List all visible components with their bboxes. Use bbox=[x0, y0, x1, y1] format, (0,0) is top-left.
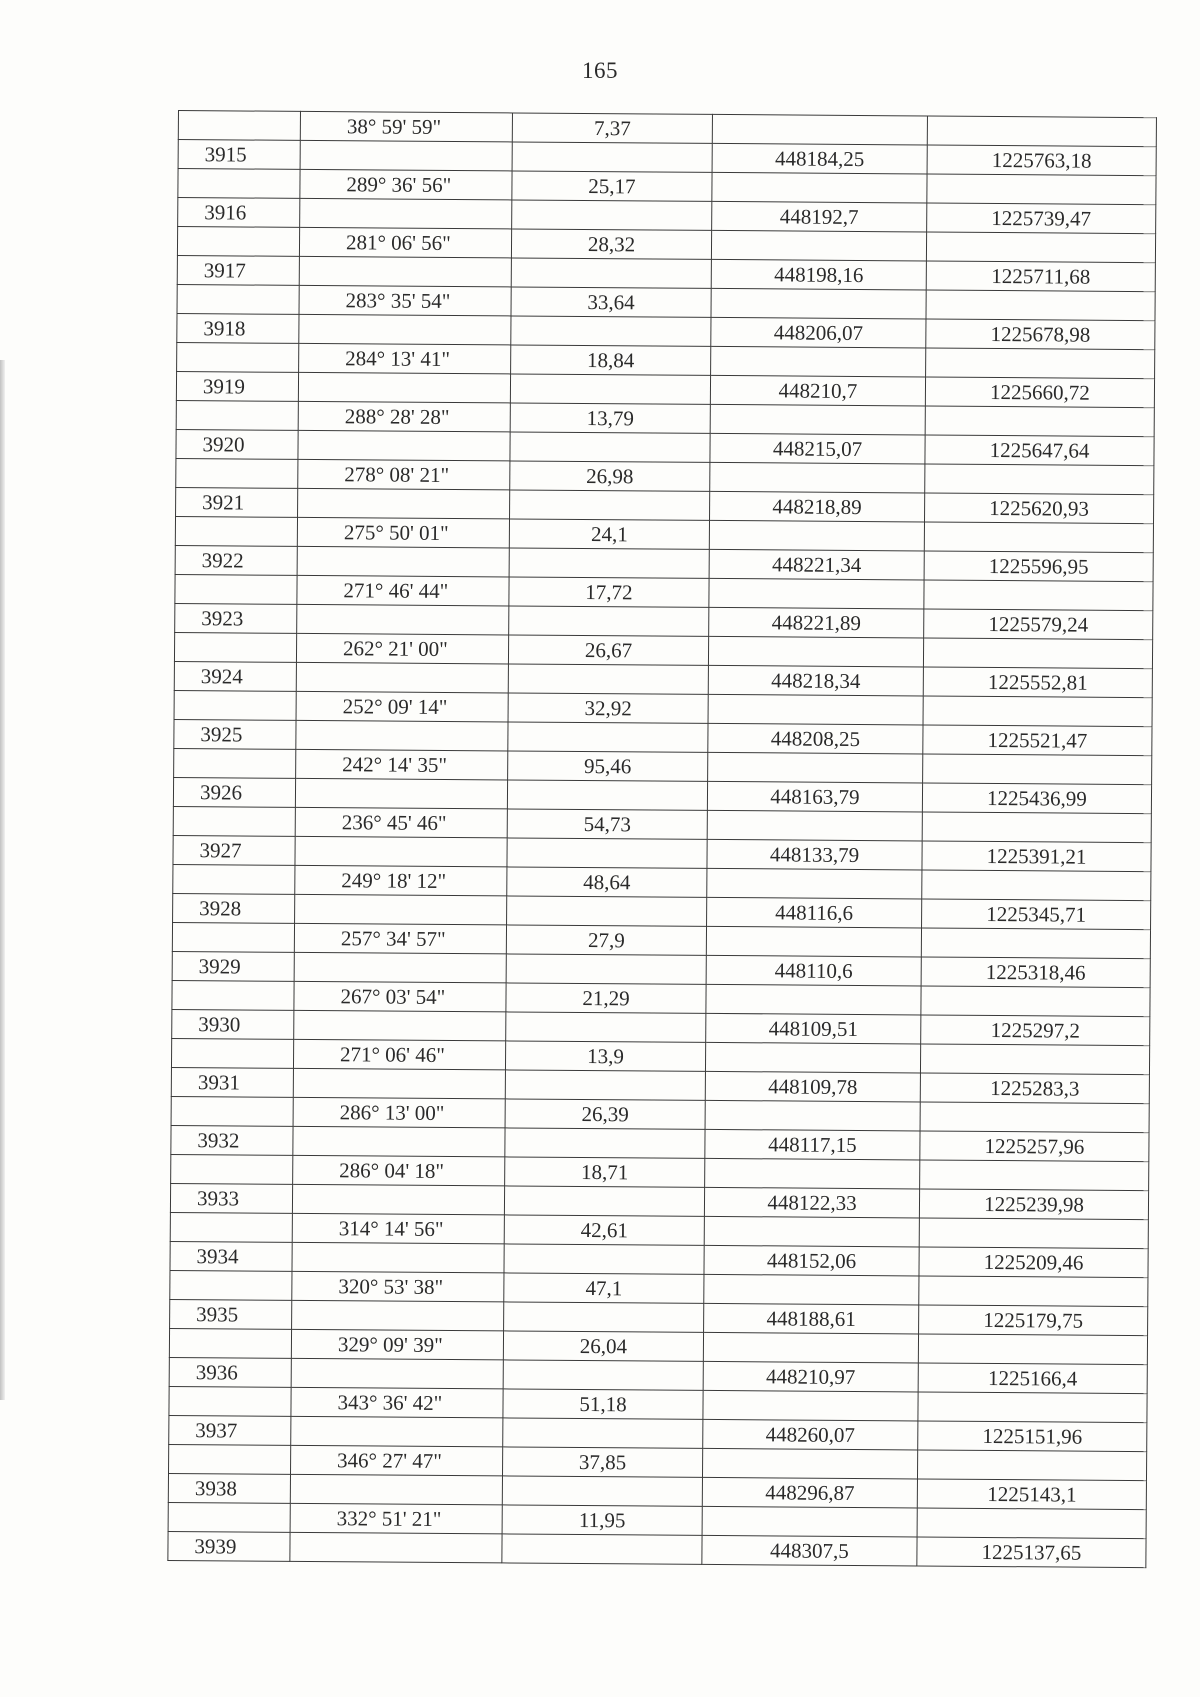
point-number-cell: 3938 bbox=[168, 1473, 290, 1503]
distance-cell: 7,37 bbox=[512, 113, 712, 143]
y-coordinate-cell bbox=[918, 1392, 1147, 1423]
bearing-angle-cell: 286° 13' 00" bbox=[293, 1097, 505, 1128]
point-number-cell: 3916 bbox=[178, 198, 300, 228]
bearing-angle-cell: 262° 21' 00" bbox=[296, 633, 508, 664]
y-coordinate-cell: 1225739,47 bbox=[927, 203, 1156, 234]
point-number-cell: 3922 bbox=[175, 545, 297, 575]
bearing-angle-cell: 329° 09' 39" bbox=[291, 1329, 503, 1360]
x-coordinate-cell bbox=[712, 172, 927, 203]
y-coordinate-cell bbox=[927, 116, 1156, 147]
point-number-cell bbox=[171, 1096, 293, 1126]
point-number-cell: 3920 bbox=[176, 429, 298, 459]
distance-cell bbox=[512, 142, 712, 172]
x-coordinate-cell bbox=[705, 1042, 920, 1073]
y-coordinate-cell bbox=[926, 290, 1155, 321]
distance-cell: 32,92 bbox=[508, 693, 708, 723]
bearing-angle-cell bbox=[293, 1068, 505, 1099]
x-coordinate-cell: 448152,06 bbox=[704, 1245, 919, 1276]
bearing-angle-cell bbox=[291, 1358, 503, 1389]
bearing-angle-cell: 267° 03' 54" bbox=[294, 981, 506, 1012]
coordinates-table bbox=[167, 110, 1157, 1568]
bearing-angle-cell: 314° 14' 56" bbox=[292, 1213, 504, 1244]
bearing-angle-cell: 320° 53' 38" bbox=[292, 1271, 504, 1302]
x-coordinate-cell: 448221,89 bbox=[709, 607, 924, 638]
point-number-cell bbox=[177, 342, 299, 372]
point-number-cell: 3924 bbox=[174, 661, 296, 691]
point-number-cell: 3931 bbox=[171, 1067, 293, 1097]
x-coordinate-cell bbox=[709, 578, 924, 609]
x-coordinate-cell bbox=[709, 520, 924, 551]
x-coordinate-cell bbox=[707, 868, 922, 899]
point-number-cell bbox=[169, 1328, 291, 1358]
x-coordinate-cell bbox=[704, 1274, 919, 1305]
bearing-angle-cell: 38° 59' 59" bbox=[300, 111, 512, 142]
y-coordinate-cell: 1225660,72 bbox=[925, 377, 1154, 408]
y-coordinate-cell: 1225678,98 bbox=[926, 319, 1155, 350]
x-coordinate-cell: 448210,97 bbox=[703, 1361, 918, 1392]
distance-cell bbox=[507, 896, 707, 926]
x-coordinate-cell bbox=[711, 346, 926, 377]
x-coordinate-cell: 448221,34 bbox=[709, 549, 924, 580]
x-coordinate-cell bbox=[711, 230, 926, 261]
y-coordinate-cell bbox=[923, 754, 1152, 785]
point-number-cell bbox=[174, 690, 296, 720]
y-coordinate-cell bbox=[920, 1102, 1149, 1133]
point-number-cell: 3935 bbox=[170, 1299, 292, 1329]
bearing-angle-cell: 271° 06' 46" bbox=[293, 1039, 505, 1070]
y-coordinate-cell: 1225436,99 bbox=[922, 783, 1151, 814]
y-coordinate-cell bbox=[919, 1276, 1148, 1307]
y-coordinate-cell bbox=[926, 348, 1155, 379]
bearing-angle-cell bbox=[290, 1532, 502, 1563]
bearing-angle-cell bbox=[300, 140, 512, 171]
y-coordinate-cell bbox=[918, 1334, 1147, 1365]
bearing-angle-cell bbox=[291, 1416, 503, 1447]
point-number-cell: 3921 bbox=[176, 487, 298, 517]
distance-cell: 27,9 bbox=[506, 925, 706, 955]
bearing-angle-cell: 249° 18' 12" bbox=[295, 865, 507, 896]
x-coordinate-cell: 448206,07 bbox=[711, 317, 926, 348]
distance-cell bbox=[504, 1186, 704, 1216]
point-number-cell bbox=[172, 980, 294, 1010]
x-coordinate-cell: 448116,6 bbox=[707, 897, 922, 928]
scan-shadow bbox=[0, 360, 5, 1400]
distance-cell bbox=[511, 316, 711, 346]
point-number-cell: 3925 bbox=[174, 719, 296, 749]
bearing-angle-cell: 288° 28' 28" bbox=[298, 401, 510, 432]
point-number-cell bbox=[171, 1038, 293, 1068]
bearing-angle-cell bbox=[292, 1300, 504, 1331]
x-coordinate-cell: 448210,7 bbox=[710, 375, 925, 406]
distance-cell bbox=[510, 432, 710, 462]
y-coordinate-cell: 1225579,24 bbox=[924, 609, 1153, 640]
distance-cell: 26,04 bbox=[503, 1331, 703, 1361]
x-coordinate-cell bbox=[706, 926, 921, 957]
distance-cell bbox=[511, 258, 711, 288]
distance-cell bbox=[504, 1302, 704, 1332]
distance-cell bbox=[503, 1360, 703, 1390]
point-number-cell bbox=[178, 169, 300, 199]
y-coordinate-cell: 1225345,71 bbox=[922, 899, 1151, 930]
bearing-angle-cell bbox=[299, 256, 511, 287]
point-number-cell bbox=[177, 227, 299, 257]
bearing-angle-cell bbox=[294, 1010, 506, 1041]
bearing-angle-cell: 242° 14' 35" bbox=[296, 749, 508, 780]
distance-cell: 13,79 bbox=[510, 403, 710, 433]
x-coordinate-cell: 448117,15 bbox=[705, 1129, 920, 1160]
x-coordinate-cell bbox=[704, 1216, 919, 1247]
y-coordinate-cell bbox=[924, 580, 1153, 611]
point-number-cell bbox=[175, 574, 297, 604]
x-coordinate-cell: 448218,34 bbox=[708, 665, 923, 696]
x-coordinate-cell bbox=[712, 114, 927, 145]
bearing-angle-cell: 271° 46' 44" bbox=[297, 575, 509, 606]
x-coordinate-cell: 448215,07 bbox=[710, 433, 925, 464]
y-coordinate-cell bbox=[919, 1218, 1148, 1249]
distance-cell: 33,64 bbox=[511, 287, 711, 317]
y-coordinate-cell: 1225257,96 bbox=[920, 1131, 1149, 1162]
y-coordinate-cell bbox=[921, 928, 1150, 959]
distance-cell: 42,61 bbox=[504, 1215, 704, 1245]
point-number-cell: 3919 bbox=[176, 371, 298, 401]
distance-cell: 54,73 bbox=[507, 809, 707, 839]
bearing-angle-cell bbox=[298, 488, 510, 519]
distance-cell bbox=[504, 1244, 704, 1274]
distance-cell: 17,72 bbox=[509, 577, 709, 607]
point-number-cell: 3930 bbox=[172, 1009, 294, 1039]
bearing-angle-cell: 289° 36' 56" bbox=[300, 169, 512, 200]
distance-cell bbox=[510, 374, 710, 404]
point-number-cell bbox=[178, 111, 300, 141]
bearing-angle-cell: 346° 27' 47" bbox=[291, 1445, 503, 1476]
y-coordinate-cell bbox=[922, 870, 1151, 901]
point-number-cell: 3933 bbox=[170, 1183, 292, 1213]
y-coordinate-cell bbox=[917, 1450, 1146, 1481]
page-number: 165 bbox=[582, 58, 618, 83]
distance-cell: 37,85 bbox=[502, 1447, 702, 1477]
y-coordinate-cell bbox=[922, 812, 1151, 843]
y-coordinate-cell bbox=[927, 174, 1156, 205]
bearing-angle-cell bbox=[298, 430, 510, 461]
bearing-angle-cell: 252° 09' 14" bbox=[296, 691, 508, 722]
point-number-cell bbox=[169, 1386, 291, 1416]
bearing-angle-cell bbox=[299, 314, 511, 345]
x-coordinate-cell bbox=[706, 984, 921, 1015]
y-coordinate-cell: 1225209,46 bbox=[919, 1247, 1148, 1278]
y-coordinate-cell bbox=[921, 986, 1150, 1017]
x-coordinate-cell bbox=[708, 752, 923, 783]
distance-cell bbox=[510, 490, 710, 520]
distance-cell: 47,1 bbox=[504, 1273, 704, 1303]
distance-cell bbox=[509, 548, 709, 578]
bearing-angle-cell: 257° 34' 57" bbox=[294, 923, 506, 954]
x-coordinate-cell bbox=[711, 288, 926, 319]
y-coordinate-cell bbox=[924, 522, 1153, 553]
point-number-cell: 3928 bbox=[173, 893, 295, 923]
y-coordinate-cell: 1225647,64 bbox=[925, 435, 1154, 466]
distance-cell: 18,71 bbox=[505, 1157, 705, 1187]
bearing-angle-cell bbox=[295, 894, 507, 925]
point-row bbox=[168, 1531, 1146, 1567]
bearing-angle-cell bbox=[295, 778, 507, 809]
y-coordinate-cell: 1225179,75 bbox=[919, 1305, 1148, 1336]
bearing-angle-cell bbox=[295, 836, 507, 867]
point-number-cell bbox=[169, 1444, 291, 1474]
bearing-angle-cell bbox=[297, 546, 509, 577]
x-coordinate-cell: 448296,87 bbox=[702, 1477, 917, 1508]
point-number-cell bbox=[174, 632, 296, 662]
x-coordinate-cell: 448109,51 bbox=[706, 1013, 921, 1044]
y-coordinate-cell bbox=[925, 406, 1154, 437]
bearing-angle-cell: 332° 51' 21" bbox=[290, 1503, 502, 1534]
distance-cell: 26,98 bbox=[510, 461, 710, 491]
point-number-cell: 3929 bbox=[172, 951, 294, 981]
point-number-cell bbox=[175, 516, 297, 546]
x-coordinate-cell bbox=[705, 1100, 920, 1131]
x-coordinate-cell: 448122,33 bbox=[704, 1187, 919, 1218]
distance-cell bbox=[512, 200, 712, 230]
x-coordinate-cell: 448188,61 bbox=[704, 1303, 919, 1334]
x-coordinate-cell bbox=[703, 1332, 918, 1363]
x-coordinate-cell: 448208,25 bbox=[708, 723, 923, 754]
y-coordinate-cell: 1225552,81 bbox=[923, 667, 1152, 698]
distance-cell bbox=[509, 606, 709, 636]
y-coordinate-cell: 1225137,65 bbox=[917, 1537, 1146, 1568]
bearing-angle-cell: 278° 08' 21" bbox=[298, 459, 510, 490]
bearing-angle-cell bbox=[296, 720, 508, 751]
distance-cell: 13,9 bbox=[505, 1041, 705, 1071]
bearing-angle-cell: 343° 36' 42" bbox=[291, 1387, 503, 1418]
x-coordinate-cell: 448110,6 bbox=[706, 955, 921, 986]
y-coordinate-cell: 1225391,21 bbox=[922, 841, 1151, 872]
distance-cell bbox=[507, 838, 707, 868]
distance-cell bbox=[506, 954, 706, 984]
y-coordinate-cell bbox=[917, 1508, 1146, 1539]
x-coordinate-cell: 448184,25 bbox=[712, 143, 927, 174]
bearing-angle-cell bbox=[290, 1474, 502, 1505]
x-coordinate-cell bbox=[702, 1506, 917, 1537]
y-coordinate-cell bbox=[920, 1160, 1149, 1191]
x-coordinate-cell: 448260,07 bbox=[703, 1419, 918, 1450]
point-number-cell: 3923 bbox=[175, 603, 297, 633]
distance-cell bbox=[502, 1476, 702, 1506]
point-number-cell: 3932 bbox=[171, 1125, 293, 1155]
x-coordinate-cell bbox=[710, 404, 925, 435]
distance-cell: 24,1 bbox=[509, 519, 709, 549]
x-coordinate-cell bbox=[708, 694, 923, 725]
distance-cell bbox=[505, 1128, 705, 1158]
x-coordinate-cell bbox=[708, 636, 923, 667]
bearing-angle-cell: 283° 35' 54" bbox=[299, 285, 511, 316]
distance-cell: 25,17 bbox=[512, 171, 712, 201]
y-coordinate-cell: 1225151,96 bbox=[918, 1421, 1147, 1452]
x-coordinate-cell: 448192,7 bbox=[712, 201, 927, 232]
bearing-angle-cell bbox=[298, 372, 510, 403]
distance-cell: 21,29 bbox=[506, 983, 706, 1013]
y-coordinate-cell: 1225596,95 bbox=[924, 551, 1153, 582]
distance-cell: 11,95 bbox=[502, 1505, 702, 1535]
distance-cell bbox=[508, 722, 708, 752]
y-coordinate-cell: 1225318,46 bbox=[921, 957, 1150, 988]
point-number-cell: 3939 bbox=[168, 1531, 290, 1561]
x-coordinate-cell: 448133,79 bbox=[707, 839, 922, 870]
bearing-angle-cell bbox=[293, 1126, 505, 1157]
bearing-angle-cell bbox=[294, 952, 506, 983]
y-coordinate-cell: 1225711,68 bbox=[926, 261, 1155, 292]
x-coordinate-cell bbox=[702, 1448, 917, 1479]
point-number-cell: 3918 bbox=[177, 313, 299, 343]
y-coordinate-cell bbox=[923, 638, 1152, 669]
y-coordinate-cell bbox=[925, 464, 1154, 495]
point-number-cell bbox=[176, 400, 298, 430]
bearing-angle-cell: 284° 13' 41" bbox=[299, 343, 511, 374]
distance-cell: 18,84 bbox=[511, 345, 711, 375]
point-number-cell bbox=[173, 864, 295, 894]
point-number-cell bbox=[170, 1270, 292, 1300]
bearing-angle-cell bbox=[297, 604, 509, 635]
bearing-angle-cell bbox=[292, 1242, 504, 1273]
x-coordinate-cell bbox=[703, 1390, 918, 1421]
point-number-cell bbox=[168, 1502, 290, 1532]
distance-cell bbox=[508, 664, 708, 694]
point-number-cell bbox=[170, 1212, 292, 1242]
point-number-cell bbox=[173, 806, 295, 836]
distance-cell: 26,39 bbox=[505, 1099, 705, 1129]
y-coordinate-cell: 1225283,3 bbox=[920, 1073, 1149, 1104]
x-coordinate-cell: 448307,5 bbox=[702, 1535, 917, 1566]
y-coordinate-cell: 1225166,4 bbox=[918, 1363, 1147, 1394]
x-coordinate-cell bbox=[710, 462, 925, 493]
point-number-cell: 3915 bbox=[178, 140, 300, 170]
distance-cell bbox=[505, 1070, 705, 1100]
distance-cell bbox=[506, 1012, 706, 1042]
x-coordinate-cell bbox=[707, 810, 922, 841]
point-number-cell bbox=[176, 458, 298, 488]
x-coordinate-cell: 448218,89 bbox=[710, 491, 925, 522]
point-number-cell bbox=[172, 922, 294, 952]
y-coordinate-cell: 1225620,93 bbox=[925, 493, 1154, 524]
bearing-angle-cell: 275° 50' 01" bbox=[297, 517, 509, 548]
coordinates-table-body bbox=[168, 111, 1157, 1568]
coordinates-table-container bbox=[167, 110, 1156, 1568]
x-coordinate-cell bbox=[705, 1158, 920, 1189]
distance-cell: 48,64 bbox=[507, 867, 707, 897]
distance-cell: 28,32 bbox=[511, 229, 711, 259]
bearing-angle-cell bbox=[292, 1184, 504, 1215]
y-coordinate-cell bbox=[926, 232, 1155, 263]
y-coordinate-cell: 1225297,2 bbox=[921, 1015, 1150, 1046]
distance-cell bbox=[503, 1418, 703, 1448]
point-number-cell: 3927 bbox=[173, 835, 295, 865]
bearing-angle-cell bbox=[300, 198, 512, 229]
point-number-cell: 3937 bbox=[169, 1415, 291, 1445]
point-number-cell bbox=[177, 284, 299, 314]
y-coordinate-cell: 1225521,47 bbox=[923, 725, 1152, 756]
y-coordinate-cell bbox=[920, 1044, 1149, 1075]
point-number-cell: 3934 bbox=[170, 1241, 292, 1271]
x-coordinate-cell: 448163,79 bbox=[707, 781, 922, 812]
distance-cell: 51,18 bbox=[503, 1389, 703, 1419]
x-coordinate-cell: 448198,16 bbox=[711, 259, 926, 290]
bearing-angle-cell bbox=[296, 662, 508, 693]
point-number-cell bbox=[174, 748, 296, 778]
distance-cell: 95,46 bbox=[508, 751, 708, 781]
bearing-angle-cell: 281° 06' 56" bbox=[299, 227, 511, 258]
point-number-cell: 3926 bbox=[173, 777, 295, 807]
y-coordinate-cell: 1225763,18 bbox=[927, 145, 1156, 176]
distance-cell bbox=[507, 780, 707, 810]
bearing-angle-cell: 236° 45' 46" bbox=[295, 807, 507, 838]
y-coordinate-cell bbox=[923, 696, 1152, 727]
point-number-cell: 3936 bbox=[169, 1357, 291, 1387]
x-coordinate-cell: 448109,78 bbox=[705, 1071, 920, 1102]
distance-cell bbox=[502, 1534, 702, 1564]
y-coordinate-cell: 1225143,1 bbox=[917, 1479, 1146, 1510]
point-number-cell bbox=[171, 1154, 293, 1184]
distance-cell: 26,67 bbox=[508, 635, 708, 665]
point-number-cell: 3917 bbox=[177, 255, 299, 285]
bearing-angle-cell: 286° 04' 18" bbox=[293, 1155, 505, 1186]
y-coordinate-cell: 1225239,98 bbox=[919, 1189, 1148, 1220]
